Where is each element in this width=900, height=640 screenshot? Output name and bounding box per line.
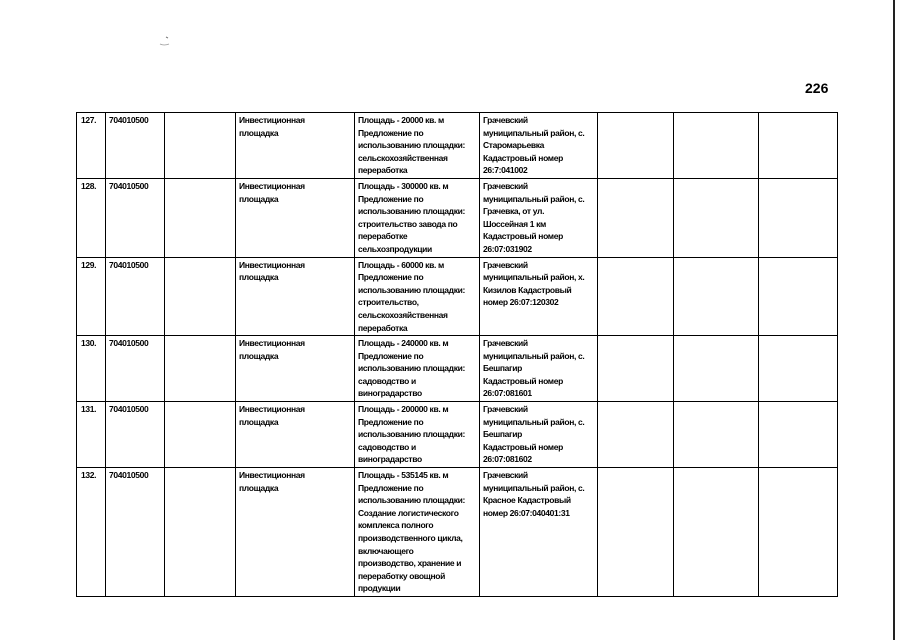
oktmo-code: 704010500 <box>106 468 165 597</box>
table-row <box>77 336 838 402</box>
oktmo-code: 704010500 <box>106 336 165 402</box>
row-number: 127. <box>77 113 106 179</box>
object-type: Инвестиционная площадка <box>236 468 355 597</box>
empty-cell <box>598 402 674 468</box>
empty-cell <box>674 402 759 468</box>
empty-cell <box>759 402 838 468</box>
table-row <box>77 402 838 468</box>
object-location: Грачевский муниципальный район, с. Старомарьевка Кадастровый номер 26:7:041002 <box>480 113 598 179</box>
empty-cell <box>674 257 759 336</box>
object-location: Грачевский муниципальный район, с. Грачевка, от ул. Шоссейная 1 км Кадастровый номер 26:07:031902 <box>480 178 598 257</box>
empty-cell <box>759 113 838 179</box>
object-type: Инвестиционная площадка <box>236 402 355 468</box>
empty-cell <box>674 336 759 402</box>
page-edge-line <box>893 0 895 640</box>
object-description: Площадь - 535145 кв. м Предложение по использованию площадки: Создание логистического комплекса полного производственного цикла, включающего производство, хранение и переработку овощной продукции <box>355 468 480 597</box>
empty-cell <box>759 336 838 402</box>
row-number: 129. <box>77 257 106 336</box>
table-row <box>77 113 838 179</box>
object-description: Площадь - 20000 кв. м Предложение по использованию площадки: сельскохозяйственная переработка <box>355 113 480 179</box>
empty-cell <box>759 178 838 257</box>
object-location: Грачевский муниципальный район, с. Бешпагир Кадастровый номер 26:07:081601 <box>480 336 598 402</box>
object-description: Площадь - 240000 кв. м Предложение по использованию площадки: садоводство и виноградарство <box>355 336 480 402</box>
object-location: Грачевский муниципальный район, х. Кизилов Кадастровый номер 26:07:120302 <box>480 257 598 336</box>
empty-cell <box>165 336 236 402</box>
empty-cell <box>165 113 236 179</box>
table-row <box>77 257 838 336</box>
investment-sites-table <box>76 112 838 597</box>
empty-cell <box>165 257 236 336</box>
row-number: 132. <box>77 468 106 597</box>
oktmo-code: 704010500 <box>106 402 165 468</box>
oktmo-code: 704010500 <box>106 178 165 257</box>
row-number: 128. <box>77 178 106 257</box>
table-row <box>77 468 838 597</box>
oktmo-code: 704010500 <box>106 257 165 336</box>
scan-mark-icon <box>158 36 172 48</box>
empty-cell <box>598 257 674 336</box>
empty-cell <box>598 468 674 597</box>
object-type: Инвестиционная площадка <box>236 178 355 257</box>
empty-cell <box>165 468 236 597</box>
object-description: Площадь - 300000 кв. м Предложение по использованию площадки: строительство завода по переработке сельхозпродукции <box>355 178 480 257</box>
empty-cell <box>598 336 674 402</box>
object-description: Площадь - 200000 кв. м Предложение по использованию площадки: садоводство и виноградарство <box>355 402 480 468</box>
object-type: Инвестиционная площадка <box>236 113 355 179</box>
object-location: Грачевский муниципальный район, с. Красное Кадастровый номер 26:07:040401:31 <box>480 468 598 597</box>
page-number: 226 <box>805 80 829 96</box>
object-type: Инвестиционная площадка <box>236 336 355 402</box>
object-location: Грачевский муниципальный район, с. Бешпагир Кадастровый номер 26:07:081602 <box>480 402 598 468</box>
empty-cell <box>674 468 759 597</box>
empty-cell <box>674 113 759 179</box>
empty-cell <box>165 178 236 257</box>
empty-cell <box>165 402 236 468</box>
oktmo-code: 704010500 <box>106 113 165 179</box>
object-description: Площадь - 60000 кв. м Предложение по использованию площадки: строительство, сельскохозяйственная переработка <box>355 257 480 336</box>
empty-cell <box>598 178 674 257</box>
empty-cell <box>598 113 674 179</box>
row-number: 131. <box>77 402 106 468</box>
table-row <box>77 178 838 257</box>
object-type: Инвестиционная площадка <box>236 257 355 336</box>
empty-cell <box>759 468 838 597</box>
empty-cell <box>674 178 759 257</box>
row-number: 130. <box>77 336 106 402</box>
empty-cell <box>759 257 838 336</box>
